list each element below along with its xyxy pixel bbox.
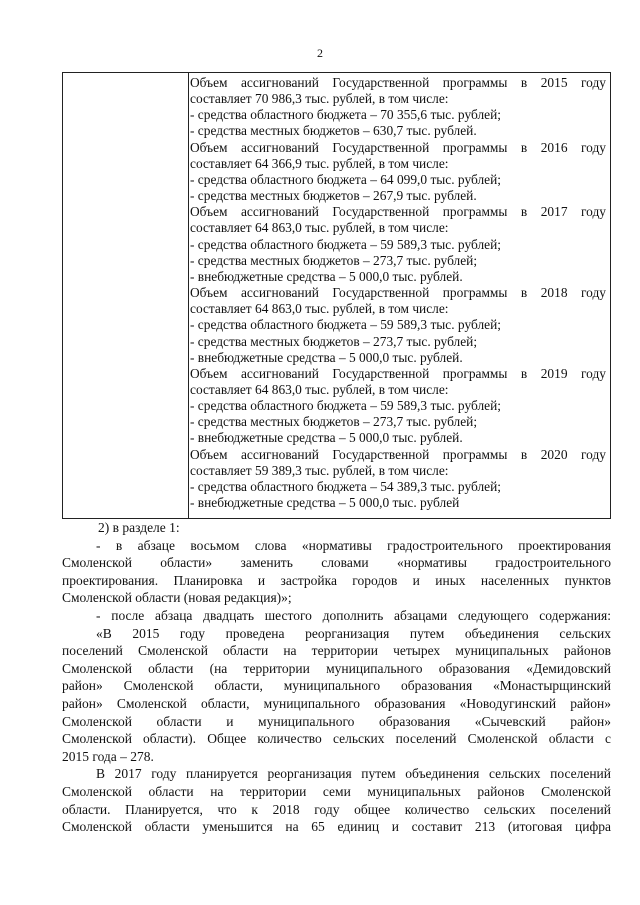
quote-line: 2015 года – 278. bbox=[62, 748, 154, 764]
paragraph-2017-line: Смоленской области уменьшится на 65 единиц и составит 213 (итоговая цифра bbox=[62, 819, 611, 835]
paragraph-2017-line: Смоленской области на территории семи муниципальных районов Смоленской bbox=[62, 783, 611, 799]
funding-table-line: - средства областного бюджета – 54 389,3 тыс. рублей; bbox=[190, 478, 501, 494]
quote-line: поселений Смоленской области на территории четырех муниципальных районов bbox=[62, 643, 611, 659]
paragraph-2017-line: области. Планируется, что к 2018 году общее количество сельских поселений bbox=[62, 801, 611, 817]
table-left-cell bbox=[63, 73, 189, 518]
funding-table-line: Объем ассигнований Государственной программы в 2015 году bbox=[190, 75, 606, 90]
funding-table-line: составляет 70 986,3 тыс. рублей, в том числе: bbox=[190, 91, 449, 107]
funding-table-line: Объем ассигнований Государственной программы в 2019 году bbox=[190, 365, 606, 381]
quote-line: Смоленской области). Общее количество сельских поселений Смоленской области с bbox=[62, 731, 611, 747]
amendment-paragraph-8-line: - в абзаце восьмом слова «нормативы градостроительного проектирования bbox=[96, 537, 611, 553]
quote-line: Смоленской области и муниципального образования «Сычевский район» bbox=[62, 713, 611, 729]
funding-table-line: - средства местных бюджетов – 630,7 тыс. рублей. bbox=[190, 123, 477, 139]
funding-table-line: - внебюджетные средства – 5 000,0 тыс. рублей. bbox=[190, 349, 463, 365]
funding-table-line: Объем ассигнований Государственной программы в 2016 году bbox=[190, 139, 606, 155]
funding-table-line: - внебюджетные средства – 5 000,0 тыс. рублей bbox=[190, 495, 460, 511]
amendment-paragraph-8-line: Смоленской области» заменить словами «нормативы градостроительного bbox=[62, 555, 611, 571]
quote-line: «В 2015 году проведена реорганизация путем объединения сельских bbox=[96, 625, 611, 641]
funding-table-line: Объем ассигнований Государственной программы в 2018 году bbox=[190, 285, 606, 301]
section-item-2: 2) в разделе 1: bbox=[98, 520, 180, 535]
funding-table-line: - средства областного бюджета – 59 589,3 тыс. рублей; bbox=[190, 236, 501, 252]
funding-table-line: составляет 59 389,3 тыс. рублей, в том числе: bbox=[190, 462, 449, 478]
funding-table-line: - средства областного бюджета – 59 589,3 тыс. рублей; bbox=[190, 317, 501, 333]
funding-table-line: - средства областного бюджета – 64 099,0 тыс. рублей; bbox=[190, 171, 501, 187]
funding-table-line: - средства местных бюджетов – 267,9 тыс. рублей. bbox=[190, 188, 477, 204]
quote-line: район» Смоленской области, муниципального образования «Новодугинский район» bbox=[62, 695, 611, 711]
funding-table-line: Объем ассигнований Государственной программы в 2017 году bbox=[190, 204, 606, 220]
funding-table-line: - средства местных бюджетов – 273,7 тыс. рублей; bbox=[190, 414, 478, 430]
paragraph-2017-line: В 2017 году планируется реорганизация путем объединения сельских поселений bbox=[96, 766, 611, 782]
funding-table-line: - внебюджетные средства – 5 000,0 тыс. рублей. bbox=[190, 430, 463, 446]
table-right-cell bbox=[190, 75, 606, 511]
amendment-paragraph-8-line: Смоленской области (новая редакция)»; bbox=[62, 590, 292, 606]
funding-table-line: - средства областного бюджета – 70 355,6 тыс. рублей; bbox=[190, 107, 501, 123]
amendment-paragraph-26: - после абзаца двадцать шестого дополнить абзацами следующего содержания: bbox=[96, 607, 611, 623]
page-number: 2 bbox=[317, 46, 323, 60]
quote-line: Смоленской области (на территории муниципального образования «Демидовский bbox=[62, 660, 611, 676]
funding-table-line: составляет 64 863,0 тыс. рублей, в том числе: bbox=[190, 381, 449, 397]
body-text bbox=[62, 519, 611, 836]
funding-table-line: - средства областного бюджета – 59 589,3 тыс. рублей; bbox=[190, 398, 501, 414]
funding-table-line: составляет 64 863,0 тыс. рублей, в том числе: bbox=[190, 301, 449, 317]
funding-table-line: Объем ассигнований Государственной программы в 2020 году bbox=[190, 446, 606, 462]
funding-table-line: - средства местных бюджетов – 273,7 тыс. рублей; bbox=[190, 252, 478, 268]
funding-table-line: - внебюджетные средства – 5 000,0 тыс. рублей. bbox=[190, 268, 463, 284]
amendment-paragraph-8-line: проектирования. Планировка и застройка городов и иных населенных пунктов bbox=[62, 572, 611, 588]
funding-table-line: составляет 64 863,0 тыс. рублей, в том числе: bbox=[190, 220, 449, 236]
funding-table bbox=[62, 72, 611, 519]
funding-table-line: составляет 64 366,9 тыс. рублей, в том числе: bbox=[190, 155, 449, 171]
quote-line: район» Смоленской области, муниципального образования «Монастырщинский bbox=[62, 678, 611, 694]
funding-table-line: - средства местных бюджетов – 273,7 тыс. рублей; bbox=[190, 333, 478, 349]
